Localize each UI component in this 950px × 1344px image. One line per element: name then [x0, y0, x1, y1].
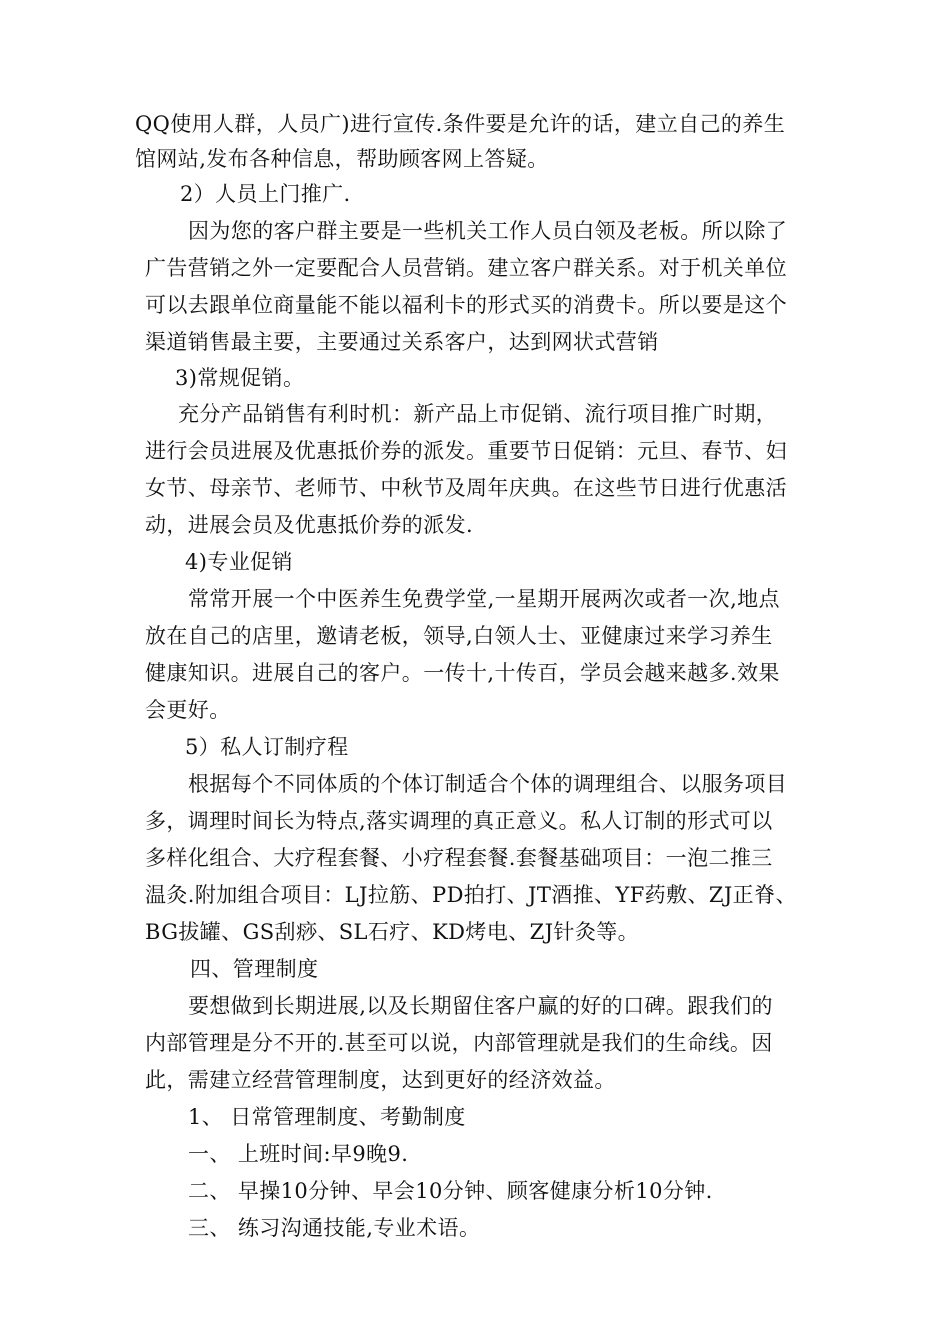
text-line-8: 3)常规促销。 — [175, 366, 305, 390]
text-line-7: 渠道销售最主要，主要通过关系客户，达到网状式营销 — [145, 330, 659, 354]
text-line-25: 要想做到长期进展,以及长期留住客户赢的好的口碑。跟我们的 — [188, 994, 773, 1018]
text-line-13: 4)专业促销 — [185, 550, 293, 574]
text-line-3: 2）人员上门推广. — [180, 182, 351, 206]
text-line-11: 女节、母亲节、老师节、中秋节及周年庆典。在这些节日进行优惠活 — [145, 476, 787, 500]
text-line-12: 动，进展会员及优惠抵价券的派发. — [145, 513, 474, 537]
text-line-14: 常常开展一个中医养生免费学堂,一星期开展两次或者一次,地点 — [188, 587, 780, 611]
text-line-17: 会更好。 — [145, 698, 231, 722]
text-line-28: 1、 日常管理制度、考勤制度 — [188, 1105, 466, 1129]
text-line-30: 二、 早操10分钟、早会10分钟、顾客健康分析10分钟. — [188, 1179, 713, 1203]
text-line-5: 广告营销之外一定要配合人员营销。建立客户群关系。对于机关单位 — [145, 256, 787, 280]
text-line-4: 因为您的客户群主要是一些机关工作人员白领及老板。所以除了 — [188, 219, 788, 243]
text-line-2: 馆网站,发布各种信息，帮助顾客网上答疑。 — [135, 147, 549, 171]
text-line-18: 5）私人订制疗程 — [185, 735, 349, 759]
text-line-26: 内部管理是分不开的.甚至可以说，内部管理就是我们的生命线。因 — [145, 1031, 773, 1055]
text-line-1: QQ使用人群，人员广)进行宣传.条件要是允许的话，建立自己的养生 — [135, 112, 786, 136]
text-line-10: 进行会员进展及优惠抵价券的派发。重要节日促销：元旦、春节、妇 — [145, 439, 787, 463]
text-line-20: 多，调理时间长为特点,落实调理的真正意义。私人订制的形式可以 — [145, 809, 773, 833]
text-line-23: BG拔罐、GS刮痧、SL石疗、KD烤电、ZJ针灸等。 — [145, 920, 640, 944]
text-line-29: 一、 上班时间:早9晚9. — [188, 1142, 409, 1166]
text-line-6: 可以去跟单位商量能不能以福利卡的形式买的消费卡。所以要是这个 — [145, 293, 787, 317]
text-line-9: 充分产品销售有利时机：新产品上市促销、流行项目推广时期， — [178, 402, 778, 426]
text-line-22: 温灸.附加组合项目：LJ拉筋、PD拍打、JT酒推、YF药敷、ZJ正脊、 — [145, 883, 797, 907]
text-line-31: 三、 练习沟通技能,专业术语。 — [188, 1216, 481, 1240]
text-line-21: 多样化组合、大疗程套餐、小疗程套餐.套餐基础项目：一泡二推三 — [145, 846, 773, 870]
text-line-19: 根据每个不同体质的个体订制适合个体的调理组合、以服务项目 — [188, 772, 788, 796]
text-line-16: 健康知识。进展自己的客户。一传十,十传百，学员会越来越多.效果 — [145, 661, 780, 685]
text-line-27: 此，需建立经营管理制度，达到更好的经济效益。 — [145, 1068, 616, 1092]
text-line-24: 四、管理制度 — [190, 957, 319, 981]
text-line-15: 放在自己的店里，邀请老板，领导,白领人士、亚健康过来学习养生 — [145, 624, 773, 648]
